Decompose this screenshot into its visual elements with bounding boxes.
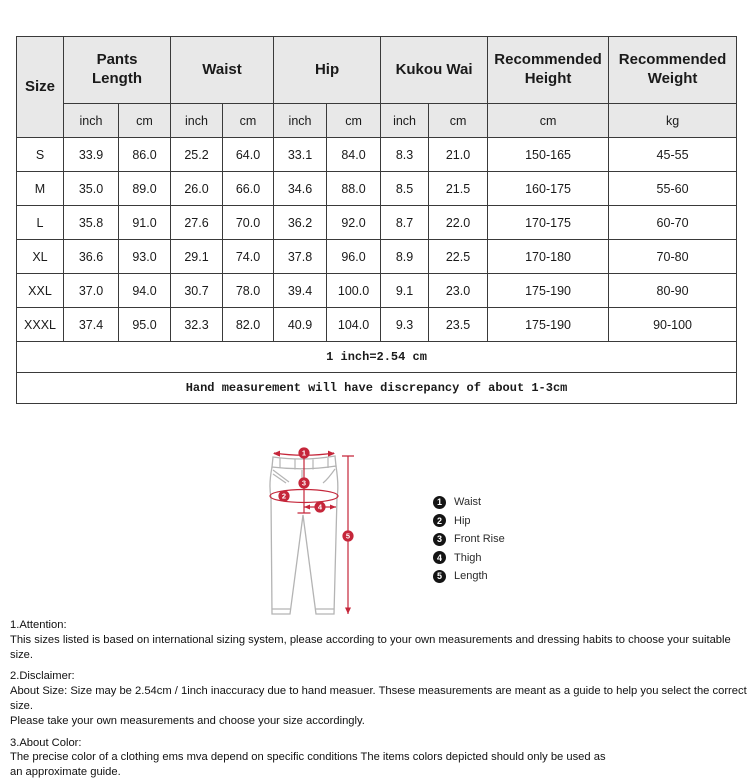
table-row: [17, 274, 737, 308]
value-cell: 35.8: [64, 206, 119, 240]
size-cell: S: [17, 138, 64, 172]
value-cell: 33.1: [274, 138, 327, 172]
note-title: 3.About Color:: [10, 736, 82, 749]
value-cell: 84.0: [327, 138, 381, 172]
footnote-row: [17, 373, 737, 404]
svg-text:1: 1: [301, 448, 307, 458]
note-title: 2.Disclaimer:: [10, 670, 75, 683]
value-cell: 27.6: [171, 206, 223, 240]
value-cell: 64.0: [223, 138, 274, 172]
col-header-kukou-wai: Kukou Wai: [381, 37, 488, 104]
legend-label: Length: [454, 570, 488, 583]
legend-label: Hip: [454, 514, 471, 527]
value-cell: 95.0: [119, 308, 171, 342]
value-cell: 175-190: [488, 274, 609, 308]
value-cell: 74.0: [223, 240, 274, 274]
marker-waist: [298, 447, 309, 458]
value-cell: 9.1: [381, 274, 429, 308]
note-line: Please take your own measurements and choose your size accordingly.: [10, 714, 365, 727]
value-cell: 9.3: [381, 308, 429, 342]
note-line: The precise color of a clothing ems mva depend on specific conditions The items colors depicted should only be used as: [10, 751, 606, 764]
table-unit-row: [17, 104, 737, 138]
value-cell: 100.0: [327, 274, 381, 308]
footnote-inch-conversion: 1 inch=2.54 cm: [17, 342, 737, 373]
note-line: This sizes listed is based on international sizing system, please according to your own measurements and dressing habits to choose your suitable size.: [10, 633, 731, 661]
footnote-row: [17, 342, 737, 373]
legend-number-icon: 3: [433, 533, 446, 546]
marker-front-rise: [298, 477, 309, 488]
value-cell: 22.0: [429, 206, 488, 240]
value-cell: 8.7: [381, 206, 429, 240]
size-cell: XXL: [17, 274, 64, 308]
value-cell: 96.0: [327, 240, 381, 274]
pants-measurement-diagram: [240, 443, 370, 628]
col-header-waist: Waist: [171, 37, 274, 104]
value-cell: 36.6: [64, 240, 119, 274]
col-header-size: Size: [17, 37, 64, 138]
legend-label: Front Rise: [454, 533, 505, 546]
table-row: [17, 172, 737, 206]
note: [10, 618, 748, 662]
legend-item-thigh: [433, 549, 505, 568]
size-chart-table: [16, 36, 737, 404]
value-cell: 94.0: [119, 274, 171, 308]
value-cell: 8.9: [381, 240, 429, 274]
value-cell: 80-90: [609, 274, 737, 308]
col-header-recommended-weight: Recommended Weight: [609, 37, 737, 104]
marker-thigh: [314, 501, 325, 512]
legend-label: Thigh: [454, 551, 482, 564]
value-cell: 92.0: [327, 206, 381, 240]
legend-item-waist: [433, 493, 505, 512]
legend-label: Waist: [454, 496, 482, 509]
legend-number-icon: 5: [433, 570, 446, 583]
size-cell: XL: [17, 240, 64, 274]
marker-hip: [278, 490, 289, 501]
legend-item-hip: [433, 512, 505, 531]
table-row: [17, 138, 737, 172]
value-cell: 39.4: [274, 274, 327, 308]
value-cell: 37.4: [64, 308, 119, 342]
unit-header: inch: [274, 104, 327, 138]
size-cell: XXXL: [17, 308, 64, 342]
value-cell: 23.5: [429, 308, 488, 342]
value-cell: 34.6: [274, 172, 327, 206]
value-cell: 8.3: [381, 138, 429, 172]
table-row: [17, 206, 737, 240]
value-cell: 36.2: [274, 206, 327, 240]
value-cell: 88.0: [327, 172, 381, 206]
unit-header: cm: [327, 104, 381, 138]
value-cell: 45-55: [609, 138, 737, 172]
col-header-recommended-height: Recommended Height: [488, 37, 609, 104]
footnote-hand-measurement: Hand measurement will have discrepancy of about 1-3cm: [17, 373, 737, 404]
unit-header: cm: [429, 104, 488, 138]
value-cell: 55-60: [609, 172, 737, 206]
measurement-legend: [433, 493, 505, 586]
unit-header: inch: [381, 104, 429, 138]
value-cell: 21.0: [429, 138, 488, 172]
value-cell: 25.2: [171, 138, 223, 172]
value-cell: 35.0: [64, 172, 119, 206]
value-cell: 22.5: [429, 240, 488, 274]
legend-number-icon: 4: [433, 551, 446, 564]
value-cell: 30.7: [171, 274, 223, 308]
value-cell: 29.1: [171, 240, 223, 274]
marker-length: [342, 530, 353, 541]
value-cell: 66.0: [223, 172, 274, 206]
svg-text:4: 4: [317, 502, 323, 512]
note-title: 1.Attention:: [10, 619, 67, 631]
value-cell: 37.8: [274, 240, 327, 274]
value-cell: 70-80: [609, 240, 737, 274]
note-line: About Size: Size may be 2.54cm / 1inch inaccuracy due to hand measuer. Thsese measurements are meant as a guide to help you select the correct size.: [10, 685, 747, 712]
value-cell: 104.0: [327, 308, 381, 342]
value-cell: 23.0: [429, 274, 488, 308]
value-cell: 82.0: [223, 308, 274, 342]
table-row: [17, 308, 737, 342]
size-cell: L: [17, 206, 64, 240]
value-cell: 170-180: [488, 240, 609, 274]
value-cell: 8.5: [381, 172, 429, 206]
value-cell: 60-70: [609, 206, 737, 240]
value-cell: 33.9: [64, 138, 119, 172]
svg-text:3: 3: [301, 478, 307, 488]
unit-header: inch: [64, 104, 119, 138]
value-cell: 89.0: [119, 172, 171, 206]
value-cell: 26.0: [171, 172, 223, 206]
legend-number-icon: 2: [433, 514, 446, 527]
value-cell: 170-175: [488, 206, 609, 240]
table-header-row: [17, 37, 737, 104]
value-cell: 93.0: [119, 240, 171, 274]
value-cell: 175-190: [488, 308, 609, 342]
size-cell: M: [17, 172, 64, 206]
table-row: [17, 240, 737, 274]
note: [10, 736, 748, 780]
value-cell: 86.0: [119, 138, 171, 172]
legend-item-front-rise: [433, 530, 505, 549]
value-cell: 91.0: [119, 206, 171, 240]
value-cell: 150-165: [488, 138, 609, 172]
unit-header: kg: [609, 104, 737, 138]
col-header-pants-length: [64, 37, 171, 104]
svg-text:5: 5: [345, 531, 351, 541]
value-cell: 90-100: [609, 308, 737, 342]
note-line: an approximate guide.: [10, 766, 121, 779]
unit-header: cm: [119, 104, 171, 138]
value-cell: 32.3: [171, 308, 223, 342]
svg-text:2: 2: [281, 491, 287, 501]
value-cell: 40.9: [274, 308, 327, 342]
legend-number-icon: 1: [433, 496, 446, 509]
unit-header: cm: [488, 104, 609, 138]
note: [10, 669, 748, 728]
value-cell: 21.5: [429, 172, 488, 206]
unit-header: cm: [223, 104, 274, 138]
value-cell: 160-175: [488, 172, 609, 206]
unit-header: inch: [171, 104, 223, 138]
col-header-hip: Hip: [274, 37, 381, 104]
value-cell: 70.0: [223, 206, 274, 240]
col-header-pants-length-label: Pants Length: [92, 51, 142, 87]
value-cell: 37.0: [64, 274, 119, 308]
value-cell: 78.0: [223, 274, 274, 308]
legend-item-length: [433, 567, 505, 586]
notes-section: [10, 618, 748, 780]
